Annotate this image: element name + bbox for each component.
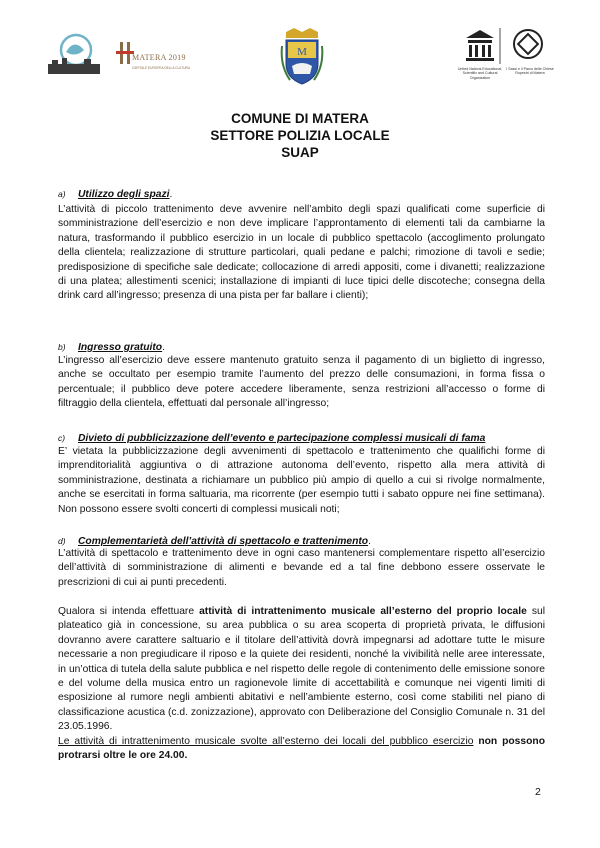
section-a-letter: a)	[58, 189, 66, 199]
closing-part2: sul plateatico già in concessione, su area pubblica o su area scoperta di proprietà privata, le diffusioni dovranno avere carattere saltuario e il titolare dell’attività dovrà impegnarsi ad adottare tutte le misure necessarie a non pregiudicare il riposo e la quiete dei residenti, nonché la vivibilità nelle aree interessate, in un’ottica di tutela della salute pubblica e nel rispetto delle regole di contenimento delle emissione sonore e del volume della musica entro un ragionevole limite di accettabilità e comunque nei vigenti limiti di esposizione al rumore negli ambienti abitativi e nell’ambiente esterno, così come stabiliti nel piano di classificazione acustica (c.d. zonizzazione), approvato con Deliberazione del Consiglio Comunale n. 31 del 23.05.1996.	[58, 606, 545, 733]
section-a-heading	[58, 187, 545, 202]
section-d-text: L’attività di spettacolo e trattenimento deve in ogni caso mantenersi complementare rispetto all’esercizio dell’attività di somministrazione di alimenti e bevande ed a tal fine debbono essere osservate le prescrizioni di cui ai punti precedenti.	[58, 548, 545, 588]
unesco-caption: United Nations Educational, Scientific and Cultural Organization	[457, 67, 503, 80]
matera-2019-wordmark: MATERA 2019	[132, 53, 186, 62]
title-settore: SETTORE POLIZIA LOCALE	[210, 128, 390, 143]
section-b-title-tail: .	[162, 342, 165, 353]
svg-text:M: M	[297, 46, 307, 58]
section-b-text: L’ingresso all’esercizio deve essere mantenuto gratuito senza il pagamento di un biglietto di ingresso, anche se occultato per esempio tramite l’aumento del prezzo delle consumazioni, in forma fissa o percentuale; il pubblico deve potere accedere liberamente, senza restrizioni all’accesso o forme di filtraggio della clientela, effettuati dal personale all’ingresso;	[58, 355, 545, 410]
closing-bold-phrase: attività di intrattenimento musicale all’esterno del proprio locale	[199, 606, 527, 617]
page-number: 2	[535, 786, 541, 798]
section-b-title: Ingresso gratuito	[78, 342, 163, 353]
title-comune: COMUNE DI MATERA	[231, 111, 369, 126]
closing-final-bold: non possono protrarsi oltre le ore 24.00.	[58, 735, 546, 762]
closing-underlined-phrase: Le attività di intrattenimento musicale svolte all’esterno dei locali del pubblico esercizio	[58, 735, 474, 747]
section-a-title-tail: .	[169, 189, 173, 200]
unesco-logo-icon	[456, 26, 504, 66]
section-b-letter: b)	[58, 342, 66, 352]
document-title	[0, 110, 600, 161]
title-suap: SUAP	[281, 145, 319, 160]
world-heritage-caption: I Sassi e il Parco delle Chiese Rupestri di Matera	[506, 67, 554, 76]
section-c-text: E’ vietata la pubblicizzazione degli avvenimenti di spettacolo e trattenimento che qualifichi forme di imprenditorialità aggiuntiva o di attrazione autonoma dell’evento, rispetto alla mera attività di somministrazione, destinata a richiamare un pubblico più ampio di quello a cui si rivolge normalmente, anche se esercitati in forma saltuaria, ma ricorrente (per esempio tutti i sabato oppure nei fine settimana). Non possono essere svolti concerti di complessi musicali noti;	[58, 446, 545, 515]
section-d-title: Complementarietà dell’attività di spettacolo e trattenimento	[78, 536, 369, 547]
section-d-title-tail: .	[368, 536, 371, 547]
world-heritage-emblem-icon	[506, 26, 552, 66]
section-d-letter: d)	[58, 536, 66, 546]
matera-candidate-logo-icon	[44, 30, 104, 78]
matera-2019-caption: CAPITALE EUROPEA DELLA CULTURA	[132, 66, 190, 70]
closing-paragraph	[58, 605, 545, 763]
closing-part1: Qualora si intenda effettuare	[58, 606, 200, 617]
section-b-heading	[58, 340, 545, 355]
section-a-title: Utilizzo degli spazi	[78, 189, 170, 200]
comune-di-matera-coat-of-arms-icon	[280, 26, 324, 88]
section-c-heading	[58, 431, 545, 446]
section-c-letter: c)	[58, 433, 66, 443]
section-c-title: Divieto di pubblicizzazione dell’evento e partecipazione complessi musicali di fama	[78, 433, 486, 444]
section-a-text: L’attività di piccolo trattenimento deve avvenire nell’ambito degli spazi qualificati come superficie di somministrazione dell’esercizio e non deve implicare l’approntamento di elementi tali da cambiarne la natura, trasformando il pubblico esercizio in un locale di pubblico spettacolo (accoglimento prolungato della clientela; realizzazione di strutture particolari, quali pedane e palchi; rimozione di tavoli e sedie; predisposizione di specifiche sale dedicate; collocazione di arredi appositi, come i divanetti; realizzazione di una platea; allestimenti scenici; installazione di impianti di luce tipici delle discoteche; consegna della drink card all’ingresso; presenza di una pista per far ballare i clienti);	[58, 204, 545, 302]
